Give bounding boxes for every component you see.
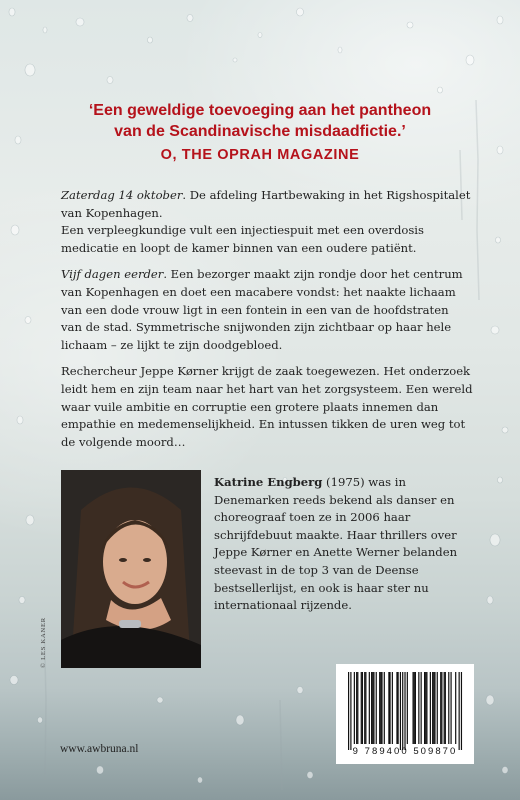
barcode-bar bbox=[426, 672, 427, 744]
barcode-bar bbox=[404, 672, 405, 750]
barcode-bar bbox=[356, 672, 357, 744]
barcode-bar bbox=[396, 672, 397, 744]
barcode-bar bbox=[407, 672, 408, 744]
barcode-bar bbox=[455, 672, 456, 744]
photo-credit: © LES KANER bbox=[40, 617, 47, 668]
barcode-bar bbox=[459, 672, 460, 750]
barcode-bar bbox=[365, 672, 366, 744]
barcode-bar bbox=[398, 672, 399, 744]
barcode-bar bbox=[371, 672, 372, 744]
barcode-bar bbox=[384, 672, 385, 744]
review-quote bbox=[30, 100, 490, 166]
blurb-paragraph-3 bbox=[61, 363, 473, 451]
barcode-bar bbox=[380, 672, 381, 744]
barcode-bar bbox=[376, 672, 377, 744]
barcode-bar bbox=[373, 672, 374, 744]
blurb-paragraph-2 bbox=[61, 266, 473, 354]
barcode-bar bbox=[433, 672, 434, 744]
barcode-bar bbox=[437, 672, 438, 744]
blurb-paragraph-1b-text: Een verpleegkundige vult een injectiespuit met een overdosis medicatie en loopt de kamer binnen van een oudere patiënt. bbox=[61, 223, 424, 255]
barcode-bar bbox=[432, 672, 433, 744]
author-bio-text: (1975) was in Denemarken reeds bekend als danser en choreograaf toen ze in 2006 haar schrijfdebuut maakte. Haar thrillers over Jeppe Kørner en Anette Werner belanden steevast in de top 3 van de Deense bestsellerlijst, en ook is haar ster nu internationaal rijzende. bbox=[214, 475, 458, 613]
blurb-paragraph-1-lead: Zaterdag 14 oktober bbox=[61, 188, 183, 202]
blurb-paragraph-3-text: Rechercheur Jeppe Kørner krijgt de zaak toegewezen. Het onderzoek leidt hem en zijn team naar het hart van het zorgsysteem. Een wereld waar vuile ambitie en corruptie een grotere plaats innemen dan empathie en medemenselijkheid. En intussen tikken de uren weg tot de volgende moord… bbox=[61, 364, 473, 449]
barcode-bar bbox=[369, 672, 370, 744]
author-name: Katrine Engberg bbox=[214, 475, 323, 489]
barcode-bar bbox=[461, 672, 462, 750]
barcode-bar bbox=[448, 672, 449, 744]
barcode-bar bbox=[418, 672, 419, 744]
barcode-bar bbox=[440, 672, 441, 744]
blurb-paragraph-1-text: . De afdeling Hartbewaking in het Rigshospitalet van Kopenhagen. bbox=[61, 188, 471, 220]
author-photo bbox=[61, 470, 201, 668]
blurb-paragraph-1 bbox=[61, 187, 473, 257]
quote-source: O, THE OPRAH MAGAZINE bbox=[160, 147, 360, 163]
barcode-bar bbox=[421, 672, 422, 744]
barcode-bar bbox=[430, 672, 431, 744]
author-portrait-image bbox=[61, 470, 201, 668]
author-bio bbox=[214, 474, 476, 615]
quote-line-1: ‘Een geweldige toevoeging aan het pantheon bbox=[88, 102, 432, 119]
barcode-bar bbox=[388, 672, 389, 744]
barcode-bar bbox=[364, 672, 365, 744]
barcode-bar bbox=[372, 672, 373, 744]
barcode-bar bbox=[414, 672, 415, 744]
barcode-bar bbox=[425, 672, 426, 744]
barcode-bar bbox=[415, 672, 416, 744]
barcode-bar bbox=[381, 672, 382, 744]
blurb-text bbox=[61, 187, 473, 460]
barcode-bar bbox=[424, 672, 425, 744]
barcode-bar bbox=[357, 672, 358, 744]
barcode-bar bbox=[389, 672, 390, 744]
barcode-digits: 9 789400 509870 bbox=[352, 746, 458, 757]
publisher-website: www.awbruna.nl bbox=[60, 743, 139, 755]
barcode-bar bbox=[354, 672, 355, 744]
blurb-paragraph-2-text: . Een bezorger maakt zijn rondje door het centrum van Kopenhagen en doet een macabere vondst: het naakte lichaam van een dode vrouw ligt in een fontein in een van de hoofdstraten van de stad. Symmetrische snijwonden zijn zichtbaar op haar hele lichaam – ze lijkt te zijn doodgebloed. bbox=[61, 267, 463, 352]
barcode-bar bbox=[434, 672, 435, 744]
barcode-bar bbox=[392, 672, 393, 744]
barcode-bar bbox=[441, 672, 442, 744]
barcode-bar bbox=[400, 672, 401, 750]
quote-line-2: van de Scandinavische misdaadfictie.’ bbox=[114, 123, 406, 140]
barcode-bar bbox=[350, 672, 351, 750]
barcode-bar bbox=[450, 672, 451, 744]
barcode-bar bbox=[362, 672, 363, 744]
barcode-bar bbox=[445, 672, 446, 744]
barcode-bar bbox=[412, 672, 413, 744]
barcode-bar bbox=[444, 672, 445, 744]
blurb-paragraph-2-lead: Vijf dagen eerder bbox=[61, 267, 164, 282]
barcode-bar bbox=[402, 672, 403, 750]
barcode-bar bbox=[361, 672, 362, 744]
barcode-bar bbox=[379, 672, 380, 744]
barcode-bar bbox=[348, 672, 349, 750]
